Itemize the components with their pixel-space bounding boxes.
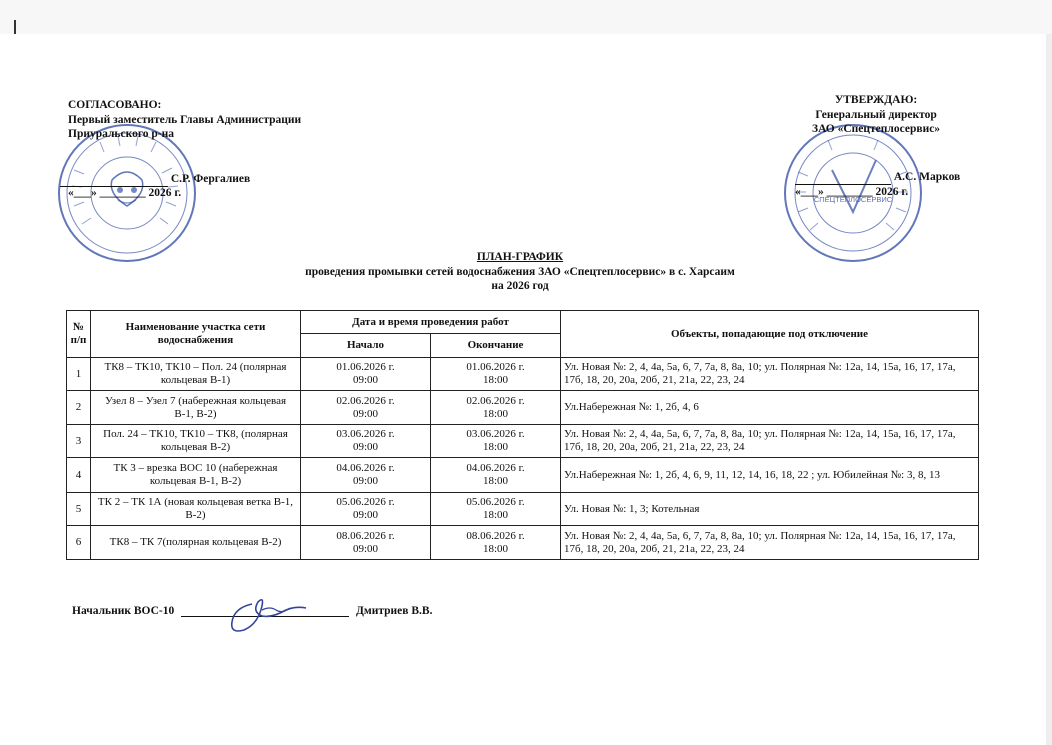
approve-position-line1: Генеральный директор bbox=[815, 108, 937, 121]
schedule-table bbox=[66, 310, 979, 560]
row-start bbox=[301, 425, 431, 458]
end-time: 18:00 bbox=[482, 542, 509, 555]
row-objects: Ул. Новая №: 1, 3; Котельная bbox=[561, 493, 979, 526]
table-header-row bbox=[67, 311, 979, 334]
header-end: Окончание bbox=[431, 334, 561, 358]
table-row bbox=[67, 493, 979, 526]
header-section: Наименование участка сети водоснабжения bbox=[91, 311, 301, 358]
document-title: ПЛАН-ГРАФИК bbox=[476, 251, 564, 263]
header-datetime: Дата и время проведения работ bbox=[301, 311, 561, 334]
table-row bbox=[67, 425, 979, 458]
row-objects: Ул.Набережная №: 1, 2б, 4, 6 bbox=[561, 391, 979, 425]
header-start: Начало bbox=[301, 334, 431, 358]
row-section: ТК 2 – ТК 1А (новая кольцевая ветка В-1, В-2) bbox=[91, 493, 301, 526]
end-time: 18:00 bbox=[482, 509, 509, 521]
row-section: ТК8 – ТК10, ТК10 – Пол. 24 (полярная кольцевая В-1) bbox=[91, 358, 301, 391]
end-time: 18:00 bbox=[482, 441, 509, 453]
row-end bbox=[431, 425, 561, 458]
row-end bbox=[431, 493, 561, 526]
start-time: 09:00 bbox=[352, 407, 379, 420]
start-date: 02.06.2026 г. bbox=[336, 394, 395, 407]
end-date: 08.06.2026 г. bbox=[466, 529, 525, 542]
end-date: 04.06.2026 г. bbox=[466, 462, 525, 474]
row-num: 5 bbox=[67, 493, 91, 526]
agreed-date-line: «___» ________ 2026 г. bbox=[68, 187, 182, 199]
start-time: 09:00 bbox=[352, 374, 379, 386]
table-row bbox=[67, 458, 979, 493]
row-objects: Ул.Набережная №: 1, 2б, 4, 6, 9, 11, 12, 14, 16, 18, 22 ; ул. Юбилейная №: 3, 8, 13 bbox=[561, 458, 979, 493]
row-section: ТК 3 – врезка ВОС 10 (набережная кольцевая В-1, В-2) bbox=[91, 458, 301, 493]
start-date: 04.06.2026 г. bbox=[336, 462, 395, 474]
table-row bbox=[67, 391, 979, 425]
row-section: ТК8 – ТК 7(полярная кольцевая В-2) bbox=[91, 526, 301, 560]
end-date: 05.06.2026 г. bbox=[466, 496, 525, 508]
page-edge bbox=[14, 20, 16, 34]
footer-position: Начальник ВОС-10 bbox=[72, 605, 175, 617]
approve-block bbox=[812, 93, 940, 137]
approve-position-line2: ЗАО «Спецтеплосервис» bbox=[812, 123, 941, 135]
row-num: 1 bbox=[67, 358, 91, 391]
end-date: 02.06.2026 г. bbox=[466, 394, 525, 407]
agreed-position-line1: Первый заместитель Главы Администрации bbox=[68, 113, 302, 126]
header-num: № п/п bbox=[67, 311, 91, 358]
agreed-block bbox=[68, 98, 301, 142]
document-subtitle: проведения промывки сетей водоснабжения ЗАО «Спецтеплосервис» в с. Харсаим bbox=[305, 265, 735, 278]
handwritten-signature bbox=[222, 590, 312, 638]
start-date: 05.06.2026 г. bbox=[336, 496, 395, 508]
row-objects: Ул. Новая №: 2, 4, 4а, 5а, 6, 7, 7а, 8, 8а, 10; ул. Полярная №: 12а, 14, 15а, 16, 17, 17а, 17б, 18, 20, 20а, 20б, 21, 21а, 22, 23, 24 bbox=[561, 526, 979, 560]
start-time: 09:00 bbox=[352, 509, 379, 521]
end-date: 01.06.2026 г. bbox=[466, 361, 525, 373]
row-section: Узел 8 – Узел 7 (набережная кольцевая В-1, В-2) bbox=[91, 391, 301, 425]
row-start bbox=[301, 358, 431, 391]
document-year: на 2026 год bbox=[491, 280, 549, 292]
start-date: 03.06.2026 г. bbox=[336, 428, 395, 440]
end-time: 18:00 bbox=[482, 374, 509, 386]
right-stamp-center-text: СПЕЦТЕПЛОСЕРВИС bbox=[813, 195, 893, 204]
start-date: 08.06.2026 г. bbox=[336, 529, 395, 542]
row-end bbox=[431, 526, 561, 560]
approve-signature-name: А.С. Марков bbox=[893, 171, 961, 183]
agreed-signature-name: С.Р. Фергалиев bbox=[170, 173, 251, 185]
row-objects: Ул. Новая №: 2, 4, 4а, 5а, 6, 7, 7а, 8, 8а, 10; ул. Полярная №: 12а, 14, 15а, 16, 17, 17а, 17б, 18, 20, 20а, 20б, 21, 21а, 22, 23, 24 bbox=[561, 425, 979, 458]
footer-name: Дмитриев В.В. bbox=[356, 605, 433, 617]
approve-signature-block bbox=[795, 170, 960, 199]
agreed-title: СОГЛАСОВАНО: bbox=[68, 99, 162, 111]
approve-title: УТВЕРЖДАЮ: bbox=[834, 94, 918, 106]
row-start bbox=[301, 458, 431, 493]
header-objects: Объекты, попадающие под отключение bbox=[561, 311, 979, 358]
table-row bbox=[67, 526, 979, 560]
row-objects: Ул. Новая №: 2, 4, 4а, 5а, 6, 7, 7а, 8, 8а, 10; ул. Полярная №: 12а, 14, 15а, 16, 17, 17а, 17б, 18, 20, 20а, 20б, 21, 21а, 22, 23, 24 bbox=[561, 358, 979, 391]
row-start bbox=[301, 493, 431, 526]
row-num: 3 bbox=[67, 425, 91, 458]
table-row bbox=[67, 358, 979, 391]
end-time: 18:00 bbox=[482, 407, 509, 420]
row-section: Пол. 24 – ТК10, ТК10 – ТК8, (полярная кольцевая В-2) bbox=[91, 425, 301, 458]
document-title-block bbox=[270, 250, 770, 294]
top-band bbox=[0, 0, 1052, 34]
start-date: 01.06.2026 г. bbox=[336, 361, 395, 373]
start-time: 09:00 bbox=[352, 441, 379, 453]
row-end bbox=[431, 458, 561, 493]
row-end bbox=[431, 358, 561, 391]
row-end bbox=[431, 391, 561, 425]
row-start bbox=[301, 526, 431, 560]
agreed-position-line2: Приуральского р-на bbox=[68, 128, 174, 140]
end-date: 03.06.2026 г. bbox=[466, 428, 525, 440]
start-time: 09:00 bbox=[352, 475, 379, 487]
row-num: 6 bbox=[67, 526, 91, 560]
page-shadow bbox=[1046, 34, 1052, 745]
row-num: 2 bbox=[67, 391, 91, 425]
row-start bbox=[301, 391, 431, 425]
start-time: 09:00 bbox=[352, 542, 379, 555]
row-num: 4 bbox=[67, 458, 91, 493]
approve-date-line: «___» ________ 2026 г. bbox=[795, 185, 909, 198]
end-time: 18:00 bbox=[482, 475, 509, 487]
